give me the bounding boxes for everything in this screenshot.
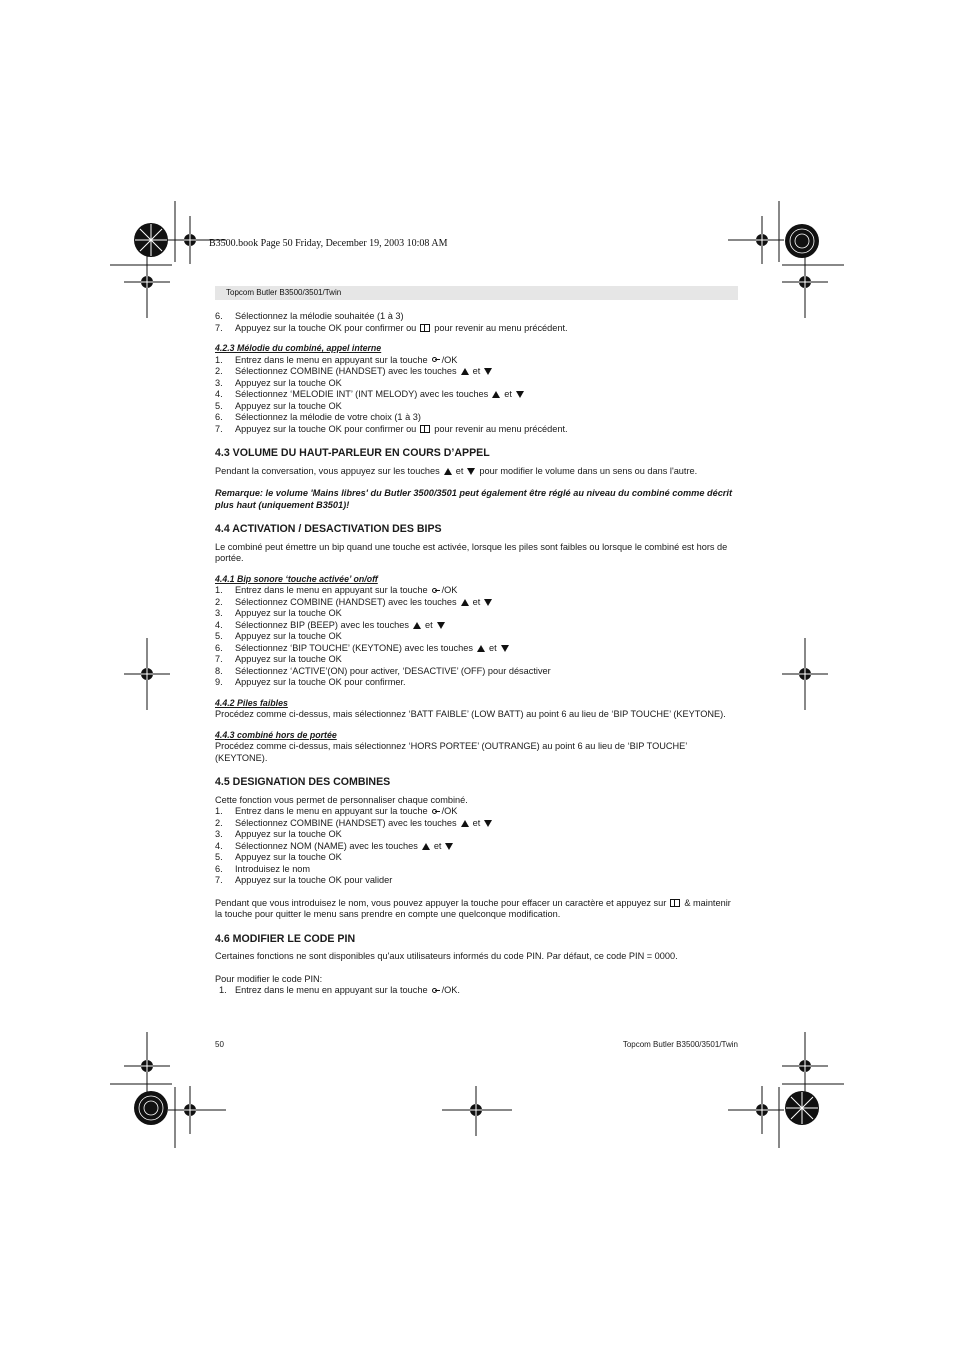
arrow-up-icon [492,391,500,398]
list-item: 5. Appuyez sur la touche OK [215,400,342,411]
list-4-6 [215,985,739,997]
list-item: 7. Appuyez sur la touche OK pour confirmer ou pour revenir au menu précédent. [215,322,568,333]
arrow-up-icon [477,645,485,652]
page-number: 50 [215,1040,224,1049]
paragraph-4-4-2: Procédez comme ci-dessus, mais sélectionnez ‘BATT FAIBLE’ (LOW BATT) au point 6 au lieu de ‘BIP TOUCHE’ (KEYTONE). [215,709,726,719]
list-item: 5. Appuyez sur la touche OK [215,631,342,641]
list-item: 2. Sélectionnez COMBINE (HANDSET) avec les touches et [215,597,739,609]
arrow-down-icon [484,599,492,606]
arrow-up-icon [444,468,452,475]
list-item: 1. Entrez dans le menu en appuyant sur la touche /OK [215,585,458,595]
running-header [215,286,738,300]
phonebook-icon [420,425,430,433]
paragraph-4-4: Le combiné peut émettre un bip quand une touche est activée, lorsque les piles sont faibles ou lorsque le combiné est hors de portée. [215,541,728,563]
list-item: 6. Sélectionnez la mélodie souhaitée (1 à 3) [215,311,404,321]
arrow-down-icon [484,820,492,827]
book-info-line: B3500.book Page 50 Friday, December 19, 2003 10:08 AM [209,238,448,249]
list-item: 6. Introduisez le nom [215,863,311,874]
arrow-down-icon [516,391,524,398]
section-title-4-6: 4.6 MODIFIER LE CODE PIN [215,932,356,945]
arrow-down-icon [437,622,445,629]
arrow-down-icon [501,645,509,652]
arrow-up-icon [461,368,469,375]
menu-key-icon [432,808,440,816]
arrow-down-icon [484,368,492,375]
header-title: Topcom Butler B3500/3501/Twin [226,288,342,297]
section-title-4-4: 4.4 ACTIVATION / DESACTIVATION DES BIPS [215,523,442,535]
list-item: 7. Appuyez sur la touche OK pour valider [215,875,393,885]
list-item: 7. Appuyez sur la touche OK pour confirmer ou pour revenir au menu précédent. [215,423,568,434]
list-4-2-3 [215,355,739,436]
subsection-title-4-4-3: 4.4.3 combiné hors de portée [215,729,337,740]
subsection-title-4-4-1: 4.4.1 Bip sonore ‘touche activée’ on/off [215,573,378,584]
list-item: 3. Appuyez sur la touche OK [215,829,342,839]
list-item: 4. Sélectionnez BIP (BEEP) avec les touches et [215,620,739,632]
arrow-down-icon [445,843,453,850]
paragraph-4-6: Certaines fonctions ne sont disponibles qu'aux utilisateurs informés du code PIN. Par défaut, ce code PIN = 0000. [215,951,678,961]
list-item: 2. Sélectionnez COMBINE (HANDSET) avec les touches et [215,818,739,830]
list-item: 6. Sélectionnez ‘BIP TOUCHE’ (KEYTONE) avec les touches et [215,643,739,655]
arrow-up-icon [461,599,469,606]
list-item: 8. Sélectionnez ‘ACTIVE’(ON) pour activer, ‘DESACTIVE’ (OFF) pour désactiver [215,665,551,676]
paragraph-4-5-intro: Cette fonction vous permet de personnaliser chaque combiné. [215,794,468,805]
phonebook-icon [420,324,430,332]
paragraph-4-5-note: Pendant que vous introduisez le nom, vous pouvez appuyer la touche pour effacer un caractère et appuyez sur & maintenir la touche pour quitter le menu sans prendre en compte une quelconque modification. [215,897,731,919]
footer-title: Topcom Butler B3500/3501/Twin [622,1040,738,1049]
arrow-up-icon [461,820,469,827]
list-item: 2. Sélectionnez COMBINE (HANDSET) avec les touches et [215,366,739,378]
list-item: 1. Entrez dans le menu en appuyant sur la touche /OK [215,806,458,816]
list-item: 4. Sélectionnez NOM (NAME) avec les touches et [215,841,739,853]
list-item: 5. Appuyez sur la touche OK [215,852,342,862]
list-4-4-1 [215,585,739,689]
list-item: 1. Entrez dans le menu en appuyant sur la touche /OK. [219,985,460,995]
list-item: 3. Appuyez sur la touche OK [215,377,342,388]
paragraph-4-6-intro: Pour modifier le code PIN: [215,973,323,984]
list-item: 1. Entrez dans le menu en appuyant sur la touche /OK [215,354,458,365]
page-content [215,311,739,997]
list-item: 7. Appuyez sur la touche OK [215,654,342,664]
list-item: 6. Sélectionnez la mélodie de votre choix (1 à 3) [215,412,421,422]
remark-4-3: Remarque: le volume 'Mains libres' du Butler 3500/3501 peut également être réglé au niveau du combiné comme décrit plus haut (uniquement B3501)! [215,488,732,510]
paragraph-4-4-3: Procédez comme ci-dessus, mais sélectionnez ‘HORS PORTEE’ (OUTRANGE) au point 6 au lieu de ‘BIP TOUCHE’ (KEYTONE). [215,741,687,763]
menu-key-icon [432,356,440,364]
arrow-up-icon [413,622,421,629]
list-item: 3. Appuyez sur la touche OK [215,608,342,618]
intro-list [215,311,739,334]
list-4-5 [215,806,739,887]
menu-key-icon [432,987,440,995]
list-item: 9. Appuyez sur la touche OK pour confirmer. [215,677,406,687]
subsection-title-4-4-2: 4.4.2 Piles faibles [215,697,288,708]
section-title-4-3: 4.3 VOLUME DU HAUT-PARLEUR EN COURS D’APPEL [215,447,490,459]
arrow-up-icon [422,843,430,850]
section-title-4-5: 4.5 DESIGNATION DES COMBINES [215,776,391,788]
menu-key-icon [432,587,440,595]
subsection-title-4-2-3: 4.2.3 Mélodie du combiné, appel interne [215,343,382,353]
arrow-down-icon [467,468,475,475]
list-item: 4. Sélectionnez ‘MELODIE INT’ (INT MELODY) avec les touches et [215,389,739,401]
phonebook-icon [670,899,680,907]
paragraph-4-3: Pendant la conversation, vous appuyez sur les touches et pour modifier le volume dans un sens ou dans l'autre. [215,465,698,476]
